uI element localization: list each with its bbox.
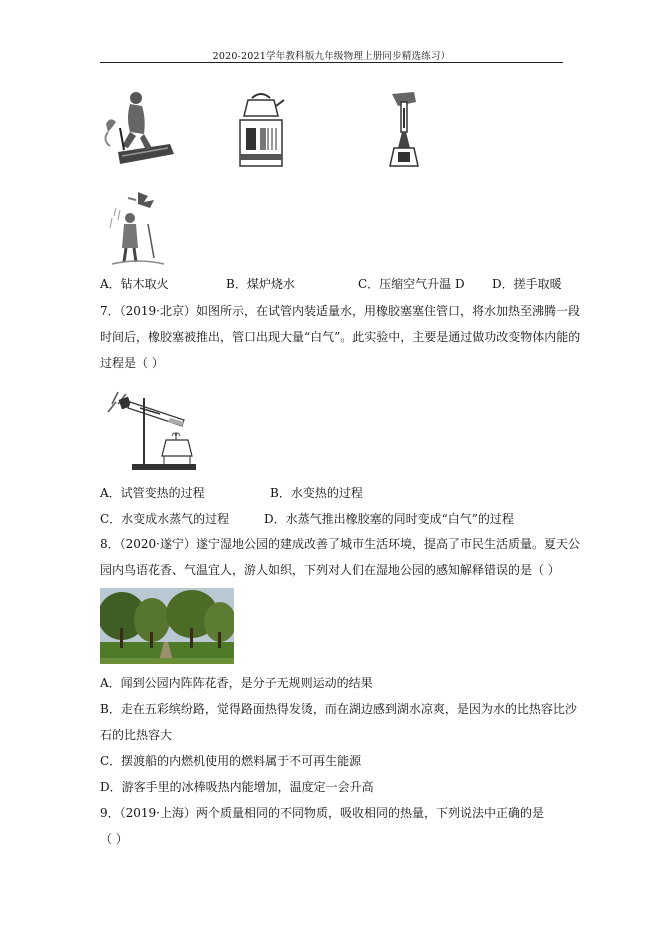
- q9-stem-line-1: 9．（2019·上海）两个质量相同的不同物质，吸收相同的热量，下列说法中正确的是: [100, 806, 544, 820]
- wetland-park-photo: [100, 588, 234, 664]
- q7-option-d: D．水蒸气推出橡胶塞的同时变成“白气”的过程: [264, 512, 514, 526]
- q6-option-a: A．钻木取火: [100, 277, 169, 291]
- q8-stem-line-1: 8．（2020·遂宁）遂宁湿地公园的建成改善了城市生活环境，提高了市民生活质量。夏天公: [100, 537, 580, 551]
- q7-stem-line-1: 7．（2019·北京）如图所示，在试管内装适量水，用橡胶塞塞住管口，将水加热至沸腾一段: [100, 304, 580, 318]
- compressed-air-figure: [388, 88, 422, 170]
- q6-option-d: D．搓手取暖: [492, 277, 562, 291]
- q8-option-c: C．摆渡船的内燃机使用的燃料属于不可再生能源: [100, 754, 362, 768]
- header-rule: [100, 62, 563, 63]
- q8-option-b-line-1: B．走在五彩缤纷路，觉得路面热得发烫，而在湖边感到湖水凉爽，是因为水的比热容比沙: [100, 702, 577, 716]
- q6-option-b: B．煤炉烧水: [226, 277, 295, 291]
- drill-wood-fire-figure: [100, 88, 180, 170]
- q7-option-c: C．水变成水蒸气的过程: [100, 512, 230, 526]
- q7-option-b: B．水变热的过程: [270, 486, 363, 500]
- q7-stem-line-3: 过程是（ ）: [100, 356, 164, 370]
- q9-stem-line-2: （ ）: [100, 832, 128, 846]
- q7-option-a: A．试管变热的过程: [100, 486, 205, 500]
- q7-stem-line-2: 时间后，橡胶塞被推出，管口出现大量“白气”。此实验中，主要是通过做功改变物体内能的: [100, 330, 581, 344]
- q8-option-b-line-2: 石的比热容大: [100, 728, 173, 742]
- q8-option-a: A．闻到公园内阵阵花香，是分子无规则运动的结果: [100, 676, 373, 690]
- test-tube-experiment-figure: [104, 384, 200, 474]
- q8-stem-line-2: 园内鸟语花香、气温宜人，游人如织，下列对人们在湿地公园的感知解释错误的是（ ）: [100, 563, 560, 577]
- page-header: 2020-2021学年教科版九年级物理上册同步精选练习）: [212, 51, 451, 62]
- q8-option-d: D．游客手里的冰棒吸热内能增加，温度定一会升高: [100, 780, 374, 794]
- rub-hands-figure: [108, 188, 168, 268]
- q6-option-c: C．压缩空气升温 D: [358, 277, 465, 291]
- coal-stove-kettle-figure: [236, 88, 286, 170]
